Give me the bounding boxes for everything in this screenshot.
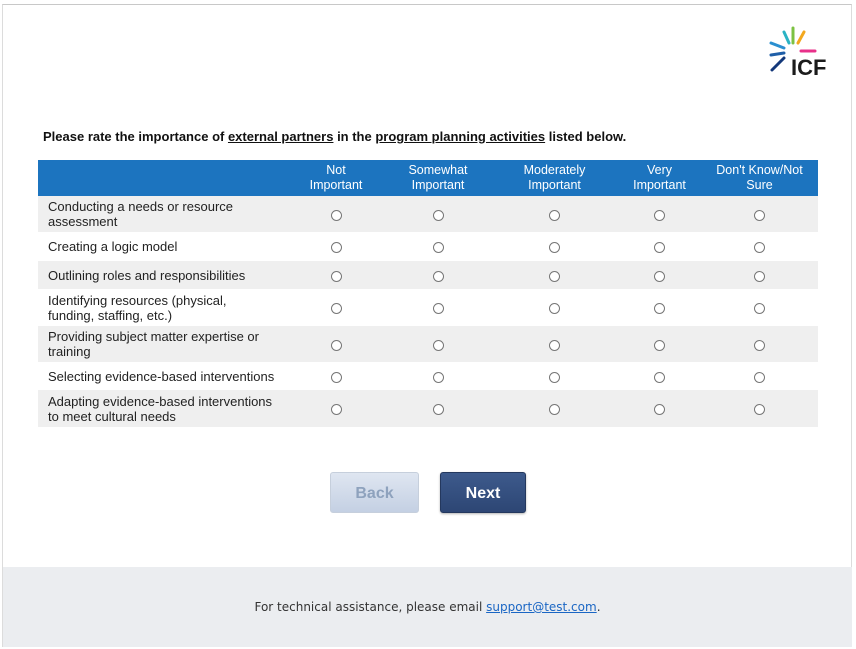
radio-moderately-important[interactable] bbox=[549, 372, 560, 383]
radio-somewhat-important[interactable] bbox=[433, 210, 444, 221]
header-somewhat-important: Somewhat Important bbox=[385, 160, 491, 196]
radio-dont-know[interactable] bbox=[754, 404, 765, 415]
footer-text: For technical assistance, please email support@test.com. bbox=[254, 600, 601, 614]
radio-somewhat-important[interactable] bbox=[433, 372, 444, 383]
radio-very-important[interactable] bbox=[654, 210, 665, 221]
icf-logo bbox=[764, 24, 836, 84]
radio-not-important[interactable] bbox=[331, 372, 342, 383]
radio-moderately-important[interactable] bbox=[549, 340, 560, 351]
table-row bbox=[38, 362, 818, 390]
radio-very-important[interactable] bbox=[654, 404, 665, 415]
table-row bbox=[38, 261, 818, 289]
row-label: Adapting evidence-based interventions to meet cultural needs bbox=[38, 390, 287, 427]
support-email-link[interactable]: support@test.com bbox=[486, 600, 597, 614]
radio-moderately-important[interactable] bbox=[549, 404, 560, 415]
radio-moderately-important[interactable] bbox=[549, 210, 560, 221]
radio-not-important[interactable] bbox=[331, 303, 342, 314]
radio-dont-know[interactable] bbox=[754, 271, 765, 282]
radio-dont-know[interactable] bbox=[754, 210, 765, 221]
radio-not-important[interactable] bbox=[331, 340, 342, 351]
term-program-planning: program planning activities bbox=[375, 129, 546, 144]
radio-very-important[interactable] bbox=[654, 340, 665, 351]
radio-somewhat-important[interactable] bbox=[433, 404, 444, 415]
radio-very-important[interactable] bbox=[654, 303, 665, 314]
radio-dont-know[interactable] bbox=[754, 242, 765, 253]
row-label: Identifying resources (physical, funding, staffing, etc.) bbox=[38, 289, 287, 326]
header-very-important: Very Important bbox=[618, 160, 701, 196]
radio-very-important[interactable] bbox=[654, 372, 665, 383]
radio-not-important[interactable] bbox=[331, 404, 342, 415]
term-external-partners: external partners bbox=[227, 129, 334, 144]
footer bbox=[3, 567, 852, 647]
radio-not-important[interactable] bbox=[331, 210, 342, 221]
radio-somewhat-important[interactable] bbox=[433, 303, 444, 314]
row-label: Conducting a needs or resource assessment bbox=[38, 196, 287, 232]
next-button[interactable]: Next bbox=[440, 472, 526, 513]
table-row bbox=[38, 196, 818, 232]
header-dont-know: Don't Know/Not Sure bbox=[701, 160, 818, 196]
question-text: Please rate the importance of external partners in the program planning activities listed below. bbox=[43, 129, 627, 144]
back-button[interactable]: Back bbox=[330, 472, 419, 513]
row-label: Outlining roles and responsibilities bbox=[38, 261, 287, 289]
radio-dont-know[interactable] bbox=[754, 303, 765, 314]
header-moderately-important: Moderately Important bbox=[491, 160, 618, 196]
radio-dont-know[interactable] bbox=[754, 340, 765, 351]
radio-somewhat-important[interactable] bbox=[433, 271, 444, 282]
header-not-important: Not Important bbox=[287, 160, 385, 196]
table-row bbox=[38, 289, 818, 326]
table-row bbox=[38, 326, 818, 362]
header-blank bbox=[38, 160, 287, 196]
rating-grid bbox=[38, 160, 818, 427]
table-row bbox=[38, 390, 818, 427]
radio-very-important[interactable] bbox=[654, 271, 665, 282]
radio-moderately-important[interactable] bbox=[549, 242, 560, 253]
table-row bbox=[38, 232, 818, 261]
radio-not-important[interactable] bbox=[331, 242, 342, 253]
radio-somewhat-important[interactable] bbox=[433, 340, 444, 351]
row-label: Creating a logic model bbox=[38, 232, 287, 261]
radio-moderately-important[interactable] bbox=[549, 303, 560, 314]
logo-text: ICF bbox=[791, 55, 827, 80]
radio-not-important[interactable] bbox=[331, 271, 342, 282]
radio-somewhat-important[interactable] bbox=[433, 242, 444, 253]
row-label: Providing subject matter expertise or training bbox=[38, 326, 287, 362]
row-label: Selecting evidence-based interventions bbox=[38, 362, 287, 390]
radio-moderately-important[interactable] bbox=[549, 271, 560, 282]
scale-header bbox=[38, 160, 818, 196]
radio-very-important[interactable] bbox=[654, 242, 665, 253]
radio-dont-know[interactable] bbox=[754, 372, 765, 383]
